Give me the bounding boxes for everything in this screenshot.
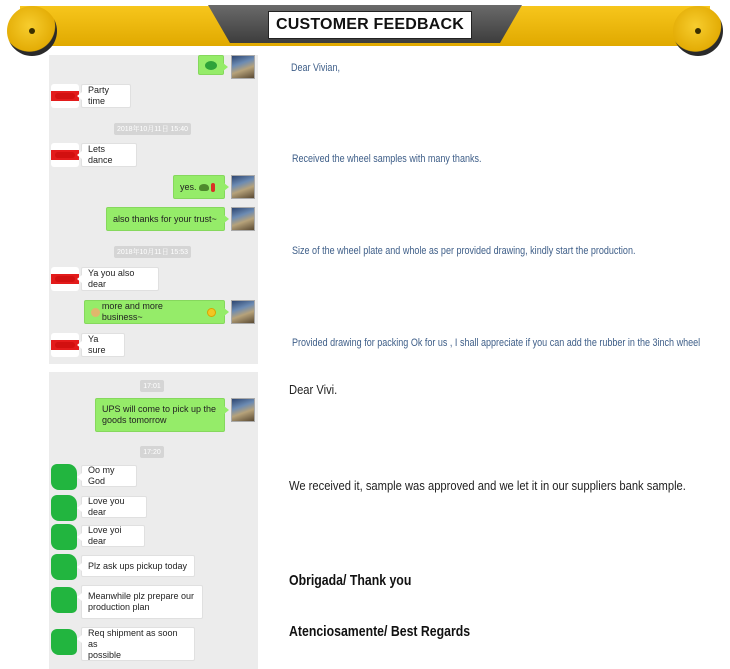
avatar-self: [231, 207, 255, 231]
chat-bubble-in: [81, 84, 131, 108]
chat-message-line: production plan: [88, 602, 150, 612]
avatar-customer: [51, 495, 77, 521]
chat-screenshot-2: [49, 372, 258, 669]
chat-message-line: possible: [88, 649, 122, 660]
chat-message-line: Meanwhile plz prepare our: [88, 591, 195, 601]
chat-bubble-in: [81, 465, 137, 487]
avatar-customer: [51, 464, 77, 490]
letter1-paragraph: Size of the wheel plate and whole as per provided drawing, kindly start the production.: [292, 245, 636, 257]
avatar-customer: [51, 333, 79, 357]
banner: [0, 0, 730, 60]
chat-message-text: Oo my God: [88, 465, 115, 486]
chat-message-text: Ya you also dear: [88, 268, 135, 289]
chat-bubble-in: [81, 585, 203, 619]
chat-message-text: Plz ask ups pickup today: [88, 560, 188, 571]
chat-timestamp: 2018年10月11日 15:40: [114, 123, 191, 135]
letter2-greeting: Dear Vivi.: [289, 382, 338, 397]
avatar-self: [231, 300, 255, 324]
chat-bubble-out: [95, 398, 225, 432]
smiley-icon: [207, 308, 216, 317]
chat-timestamp: 17:20: [140, 446, 164, 458]
chat-message-text: Ya sure: [88, 334, 106, 355]
turtle-icon: [199, 184, 209, 191]
chat-message-line: Req shipment as soon as: [88, 627, 178, 649]
letter2-regards: Atenciosamente/ Best Regards: [289, 623, 471, 640]
avatar-customer: [51, 629, 77, 655]
avatar-customer: [51, 587, 77, 613]
letter1-greeting: Dear Vivian,: [291, 62, 340, 74]
pin-icon: [211, 183, 215, 192]
chat-message-text: Love yoi dear: [88, 525, 122, 546]
avatar-customer: [51, 84, 79, 108]
chat-message-text: more and more business~: [101, 301, 163, 322]
chat-bubble-out: [173, 175, 225, 199]
avatar-self: [231, 398, 255, 422]
chat-screenshot-1: [49, 55, 258, 364]
letter2-paragraph: We received it, sample was approved and we let it in our suppliers bank sample.: [289, 478, 686, 493]
chat-bubble-out: [106, 207, 225, 231]
avatar-self: [231, 55, 255, 79]
chat-timestamp: 2018年10月11日 15:53: [114, 246, 191, 258]
avatar-customer: [51, 554, 77, 580]
chat-message-text: Lets dance: [88, 144, 113, 165]
reel-right-icon: [673, 6, 723, 56]
chat-bubble-in: [81, 143, 137, 167]
chat-bubble-out-partial: [198, 55, 224, 75]
cookie-icon: [91, 308, 100, 317]
letter1-paragraph: Provided drawing for packing Ok for us , I shall appreciate if you can add the rubber in the 3inch wheel: [292, 337, 701, 349]
avatar-self: [231, 175, 255, 199]
chat-message-text: Love you dear: [88, 496, 125, 517]
banner-title: CUSTOMER FEEDBACK: [268, 11, 472, 39]
chat-message-text: also thanks for your trust~: [113, 213, 217, 224]
avatar-customer: [51, 143, 79, 167]
frog-icon: [205, 61, 217, 70]
avatar-customer: [51, 267, 79, 291]
chat-bubble-in: [81, 333, 125, 357]
chat-bubble-in: [81, 496, 147, 518]
chat-message-line: UPS will come to pick up the: [102, 404, 217, 414]
chat-bubble-in: [81, 267, 159, 291]
chat-bubble-in: [81, 525, 145, 547]
chat-message-text: yes.: [180, 181, 197, 192]
letter2-thanks: Obrigada/ Thank you: [289, 572, 412, 589]
chat-timestamp: 17:01: [140, 380, 164, 392]
chat-message-line: goods tomorrow: [102, 415, 167, 425]
chat-message-text: Party time: [88, 85, 110, 106]
chat-bubble-in: [81, 555, 195, 577]
avatar-customer: [51, 524, 77, 550]
chat-bubble-in: [81, 627, 195, 661]
reel-left-icon: [7, 6, 57, 56]
chat-bubble-out: [84, 300, 225, 324]
letter1-paragraph: Received the wheel samples with many thanks.: [292, 153, 482, 165]
